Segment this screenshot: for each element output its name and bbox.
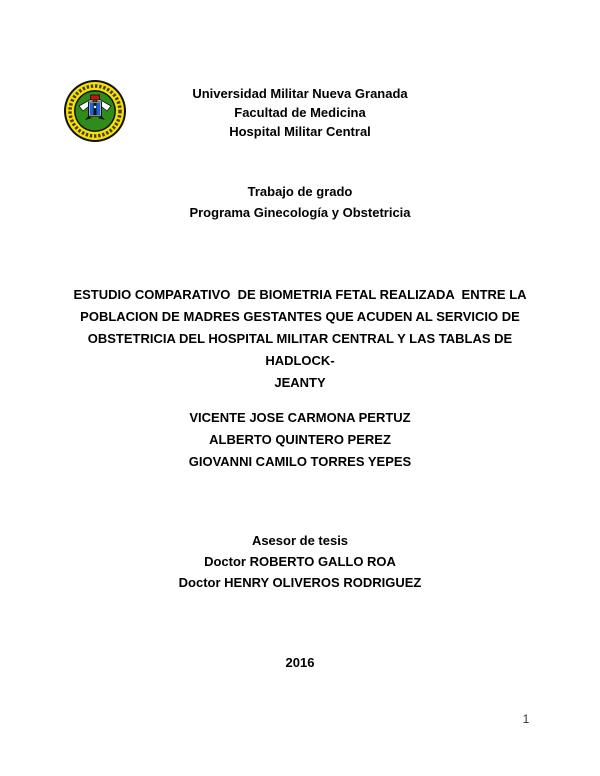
institution-header: [57, 84, 543, 141]
advisor-name: Doctor ROBERTO GALLO ROA: [204, 554, 396, 569]
program-name: Programa Ginecología y Obstetricia: [189, 205, 411, 220]
title-line-2: POBLACION DE MADRES GESTANTES QUE ACUDEN AL SERVICIO DE: [80, 309, 520, 324]
hospital-name: Hospital Militar Central: [229, 124, 371, 139]
year-text: 2016: [285, 655, 315, 670]
title-line-4: JEANTY: [274, 375, 326, 390]
author-name: ALBERTO QUINTERO PEREZ: [209, 432, 391, 447]
work-type: Trabajo de grado: [247, 184, 353, 199]
thesis-title: [57, 284, 543, 394]
author-name: VICENTE JOSE CARMONA PERTUZ: [189, 410, 411, 425]
author-name: GIOVANNI CAMILO TORRES YEPES: [188, 454, 412, 469]
faculty-name: Facultad de Medicina: [234, 105, 366, 120]
advisor-name: Doctor HENRY OLIVEROS RODRIGUEZ: [178, 575, 422, 590]
advisor-heading: Asesor de tesis: [251, 533, 349, 548]
title-line-1: ESTUDIO COMPARATIVO DE BIOMETRIA FETAL REALIZADA ENTRE LA: [73, 287, 527, 302]
page-number: 1: [522, 712, 530, 726]
authors-block: [57, 407, 543, 473]
advisors-block: [57, 530, 543, 593]
title-line-3: OBSTETRICIA DEL HOSPITAL MILITAR CENTRAL Y LAS TABLAS DE HADLOCK-: [87, 331, 516, 368]
program-block: [57, 181, 543, 223]
year-block: [57, 652, 543, 674]
university-name: Universidad Militar Nueva Granada: [192, 86, 408, 101]
